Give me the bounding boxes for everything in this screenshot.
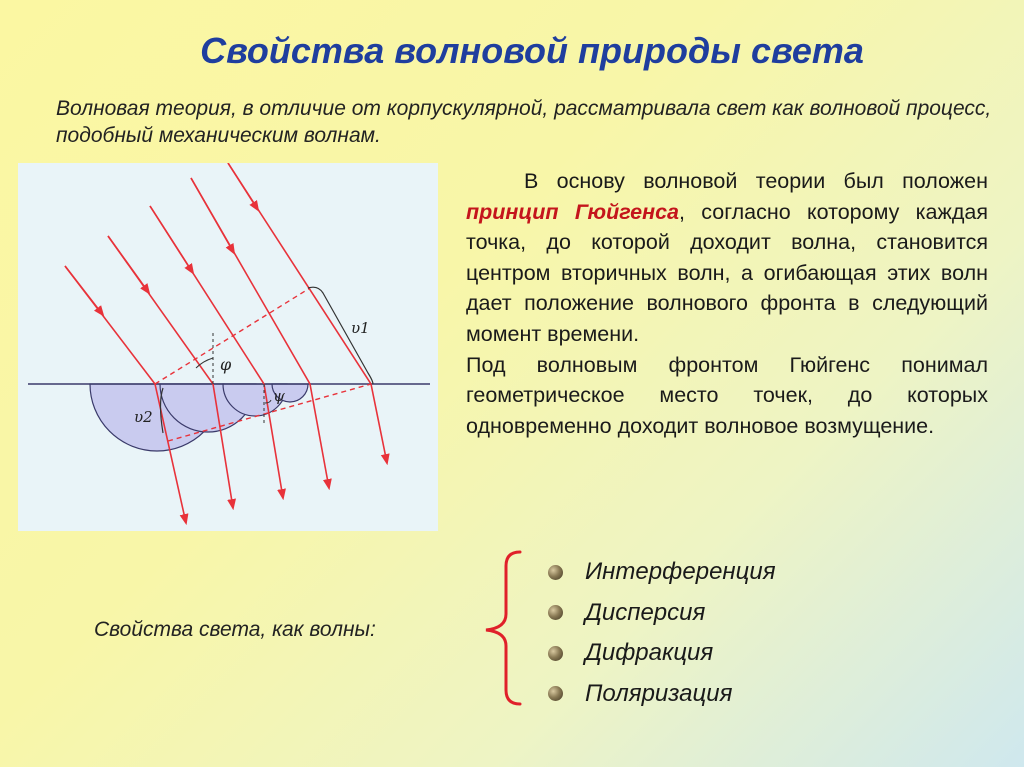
paragraph-wavefront: Под волновым фронтом Гюйгенс понимал геометрическое место точек, до которых одновременно доходит волновое возмущение. <box>466 352 988 438</box>
bullet-icon <box>548 565 563 580</box>
label-v2: υ2 <box>134 408 153 426</box>
list-item <box>548 593 776 634</box>
huygens-principle-highlight: принцип Гюйгенса <box>466 199 680 224</box>
incident-rays <box>65 163 371 384</box>
paragraph1-after: , согласно которому каждая точка, до которой доходит волна, становится центром вторичных волн, а огибающая этих волн дает положение волнового фронта в следующий момент времени. <box>466 199 988 346</box>
list-item <box>548 552 776 593</box>
page-title: Свойства волновой природы света <box>200 30 864 71</box>
huygens-refraction-diagram <box>18 163 438 531</box>
property-interference: Интерференция <box>585 558 776 586</box>
paragraph1-before: В основу волновой теории был положен <box>524 169 988 193</box>
label-v1: υ1 <box>351 319 370 337</box>
bullet-icon <box>548 686 563 701</box>
bullet-icon <box>548 605 563 620</box>
bullet-icon <box>548 646 563 661</box>
properties-list <box>548 552 776 714</box>
curly-brace <box>478 548 528 708</box>
property-polarization: Поляризация <box>585 679 733 707</box>
property-diffraction: Дифракция <box>585 639 714 667</box>
label-phi: φ <box>220 355 232 374</box>
intro-text: Волновая теория, в отличие от корпускулярной, рассматривала свет как волновой процесс, подобный механическим волнам. <box>56 97 992 147</box>
paragraph-huygens <box>466 166 988 350</box>
property-dispersion: Дисперсия <box>585 598 706 626</box>
huygens-description <box>466 166 988 441</box>
label-psi: ψ <box>273 387 285 405</box>
list-item <box>548 674 776 715</box>
list-item <box>548 633 776 674</box>
properties-label: Свойства света, как волны: <box>94 618 376 641</box>
